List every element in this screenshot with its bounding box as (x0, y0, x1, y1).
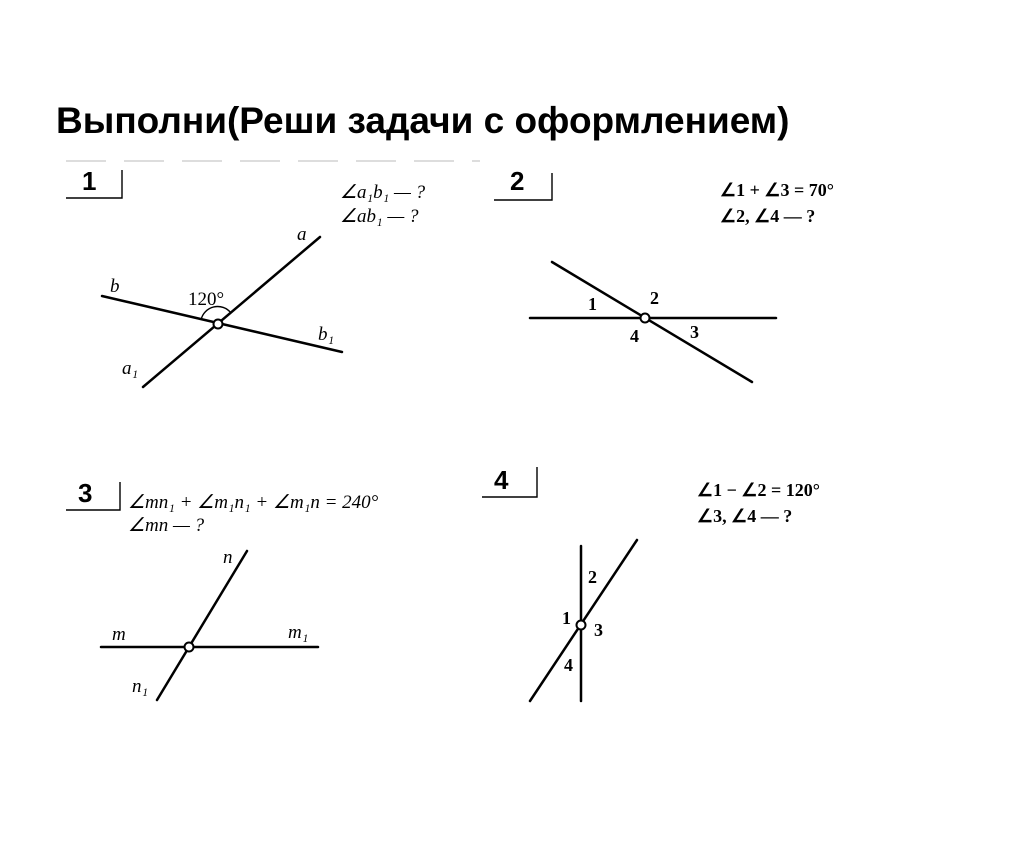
slanted-line (552, 262, 752, 382)
task-3-number-box (66, 478, 120, 510)
task-3-condition-2: ∠mn — ? (128, 515, 205, 536)
task-4-number-frame (482, 467, 537, 497)
task-2-condition-2: ∠2, ∠4 — ? (720, 206, 816, 226)
label-b: b (110, 276, 120, 297)
task-2-condition-1: ∠1 + ∠3 = 70° (720, 180, 834, 200)
task-4-number: 4 (494, 465, 509, 495)
angle-label-4: 4 (630, 326, 639, 346)
task-2 (494, 166, 834, 382)
label-m: m (112, 624, 126, 645)
task-2-number-box (494, 166, 552, 200)
intersection-point (641, 314, 650, 323)
task-1-number: 1 (82, 166, 97, 196)
task-3 (66, 478, 379, 700)
task-2-number: 2 (510, 166, 525, 196)
task-1-number-box (66, 166, 122, 198)
task-4 (482, 465, 820, 701)
intersection-point (214, 320, 223, 329)
label-a: a (297, 224, 307, 245)
task-1-condition-1: ∠a₁b₁ — ? (340, 182, 426, 203)
page-title: Выполни(Реши задачи с оформлением) (56, 100, 790, 141)
label-m1: m₁ (288, 622, 309, 643)
label-b1: b₁ (318, 324, 335, 345)
task-1 (66, 166, 426, 387)
angle-label-3: 3 (690, 322, 699, 342)
angle-label-1: 1 (588, 294, 597, 314)
angle-label-2: 2 (650, 288, 659, 308)
angle-label-1: 1 (562, 608, 571, 628)
angle-label-3: 3 (594, 620, 603, 640)
task-4-number-box (482, 465, 537, 497)
angle-label-120: 120° (188, 289, 225, 310)
task-3-condition-1: ∠mn₁ + ∠m₁n₁ + ∠m₁n = 240° (128, 492, 379, 513)
label-n: n (223, 547, 233, 568)
label-n1: n₁ (132, 676, 149, 697)
label-a1: a₁ (122, 358, 139, 379)
task-1-condition-2: ∠ab₁ — ? (340, 206, 419, 227)
task-3-number-frame (66, 482, 120, 510)
line-n (157, 551, 247, 700)
intersection-point (185, 643, 194, 652)
task-4-condition-2: ∠3, ∠4 — ? (697, 506, 793, 526)
intersection-point (577, 621, 586, 630)
angle-label-2: 2 (588, 567, 597, 587)
angle-label-4: 4 (564, 655, 573, 675)
task-3-number: 3 (78, 478, 93, 508)
task-4-condition-1: ∠1 − ∠2 = 120° (697, 480, 820, 500)
